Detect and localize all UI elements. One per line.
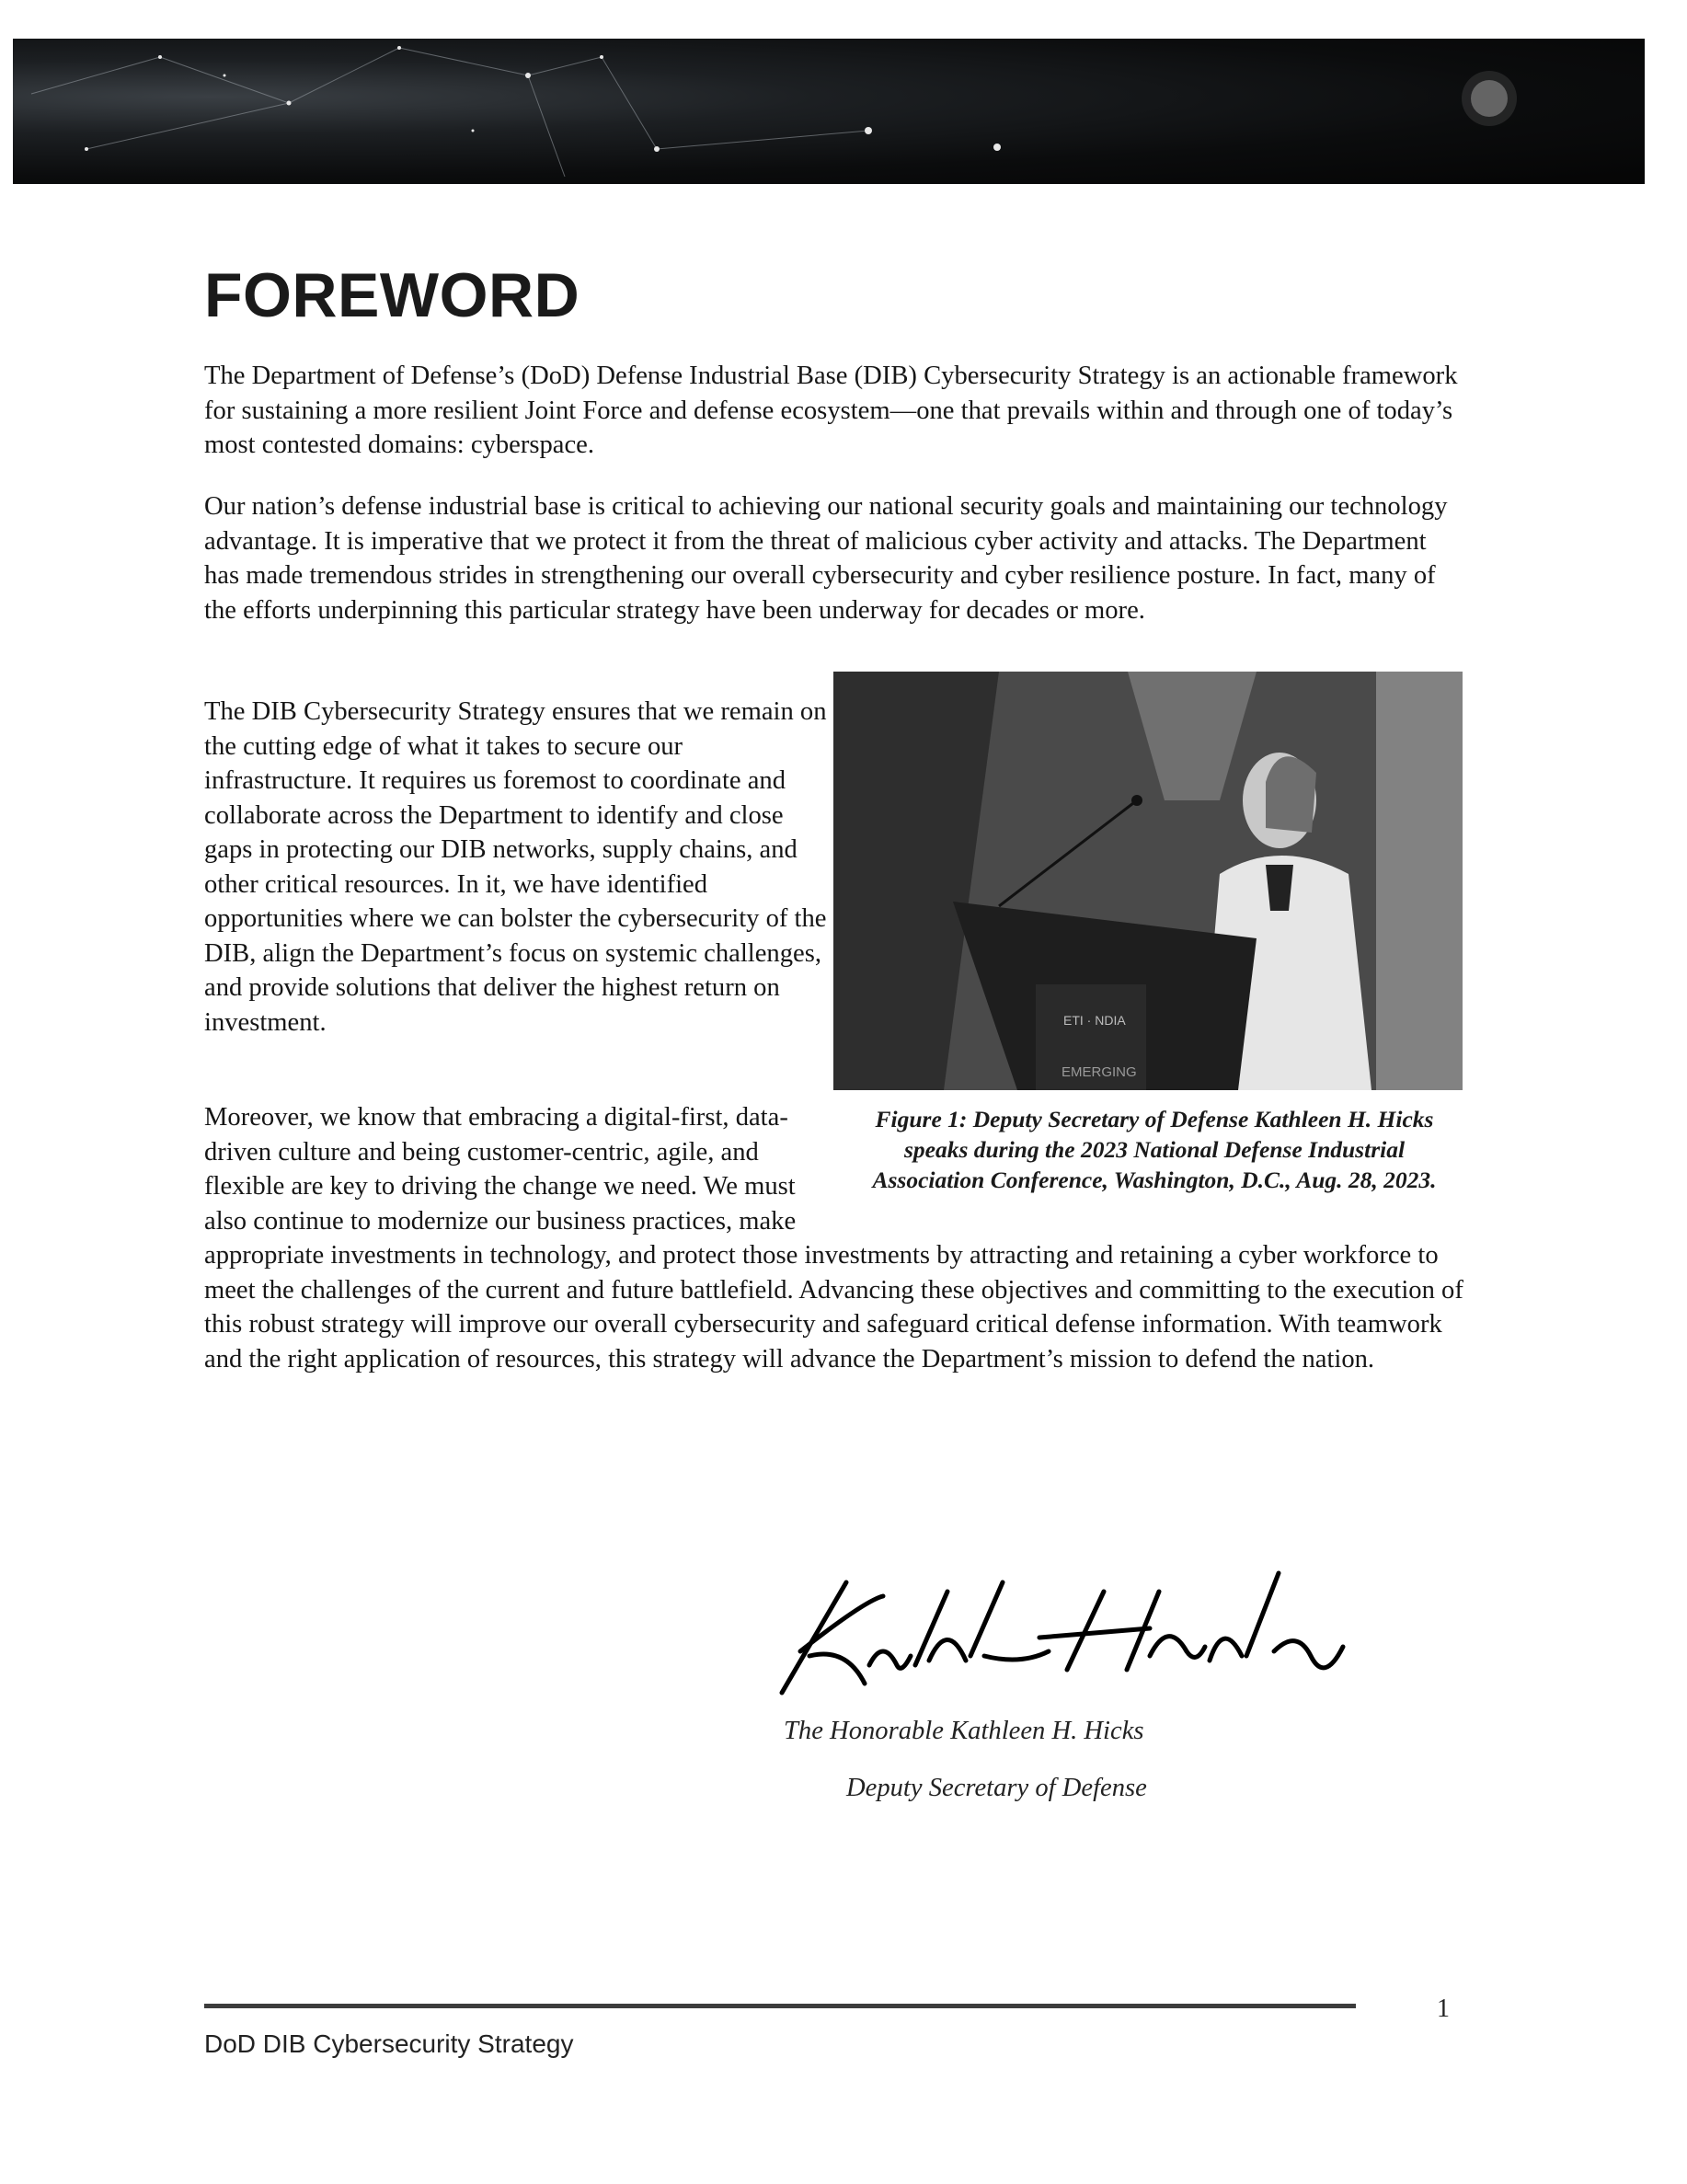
page-number: 1	[1437, 1994, 1450, 2023]
signer-title: Deputy Secretary of Defense	[846, 1774, 1147, 1802]
podium-sign-line-2: EMERGING	[1062, 1064, 1137, 1080]
signer-name: The Honorable Kathleen H. Hicks	[784, 1717, 1144, 1745]
paragraph-strategy-overview: The DIB Cybersecurity Strategy ensures that we remain on the cutting edge of what it takes to secure our infrastructure. It requires us foremost to coordinate and collaborate across the Department to identify and close gaps in protecting our DIB networks, supply chains, and other critical resources. In it, we have identified opportunities where we can bolster the cybersecurity of the DIB, align the Department’s focus on systemic challenges, and provide solutions that deliver the highest return on investment.	[204, 697, 827, 1037]
paragraph-dib-importance: Our nation’s defense industrial base is critical to achieving our national security goals and maintaining our technology advantage. It is imperative that we protect it from the threat of malicious cyber activity and attacks. The Department has made tremendous strides in strengthening our overall cybersecurity and cyber resilience posture. In fact, many of the efforts underpinning this particular strategy have been underway for decades or more.	[204, 492, 1448, 625]
paragraph-call-to-action-text: Moreover, we know that embracing a digital-first, data-driven culture and being customer-centric, agile, and flexible are key to driving the change we need. We must also continue to modernize our business practices, make appropriate investments in technology, and protect those investments by attracting and retaining a cyber workforce to meet the challenges of the current and future battlefield. Advancing these objectives and committing to the execution of this robust strategy will improve our overall cybersecurity and safeguard critical defense information. With teamwork and the right application of resources, this strategy will advance the Department’s mission to defend the nation.	[204, 1103, 1463, 1374]
page-title: FOREWORD	[204, 260, 580, 330]
handwritten-signature	[763, 1564, 1371, 1702]
paragraph-call-to-action	[204, 1100, 1464, 1376]
podium-sign-line-1: ETI · NDIA	[1063, 1013, 1126, 1028]
footer-divider	[204, 2004, 1356, 2008]
constellation-graphic	[13, 39, 1645, 184]
figure-photo-speaker	[833, 672, 1463, 1090]
footer-document-title: DoD DIB Cybersecurity Strategy	[204, 2029, 574, 2058]
header-banner-image	[13, 39, 1645, 184]
figure-caption: Figure 1: Deputy Secretary of Defense Kathleen H. Hicks speaks during the 2023 National Defense Industrial Association Conference, Washington, D.C., Aug. 28, 2023.	[872, 1106, 1437, 1193]
caption-wrap-spacer	[811, 1100, 1464, 1238]
paragraph-intro: The Department of Defense’s (DoD) Defense Industrial Base (DIB) Cybersecurity Strategy is an actionable framework for sustaining a more resilient Joint Force and defense ecosystem—one that prevails within and through one of today’s most contested domains: cyberspace.	[204, 362, 1458, 459]
